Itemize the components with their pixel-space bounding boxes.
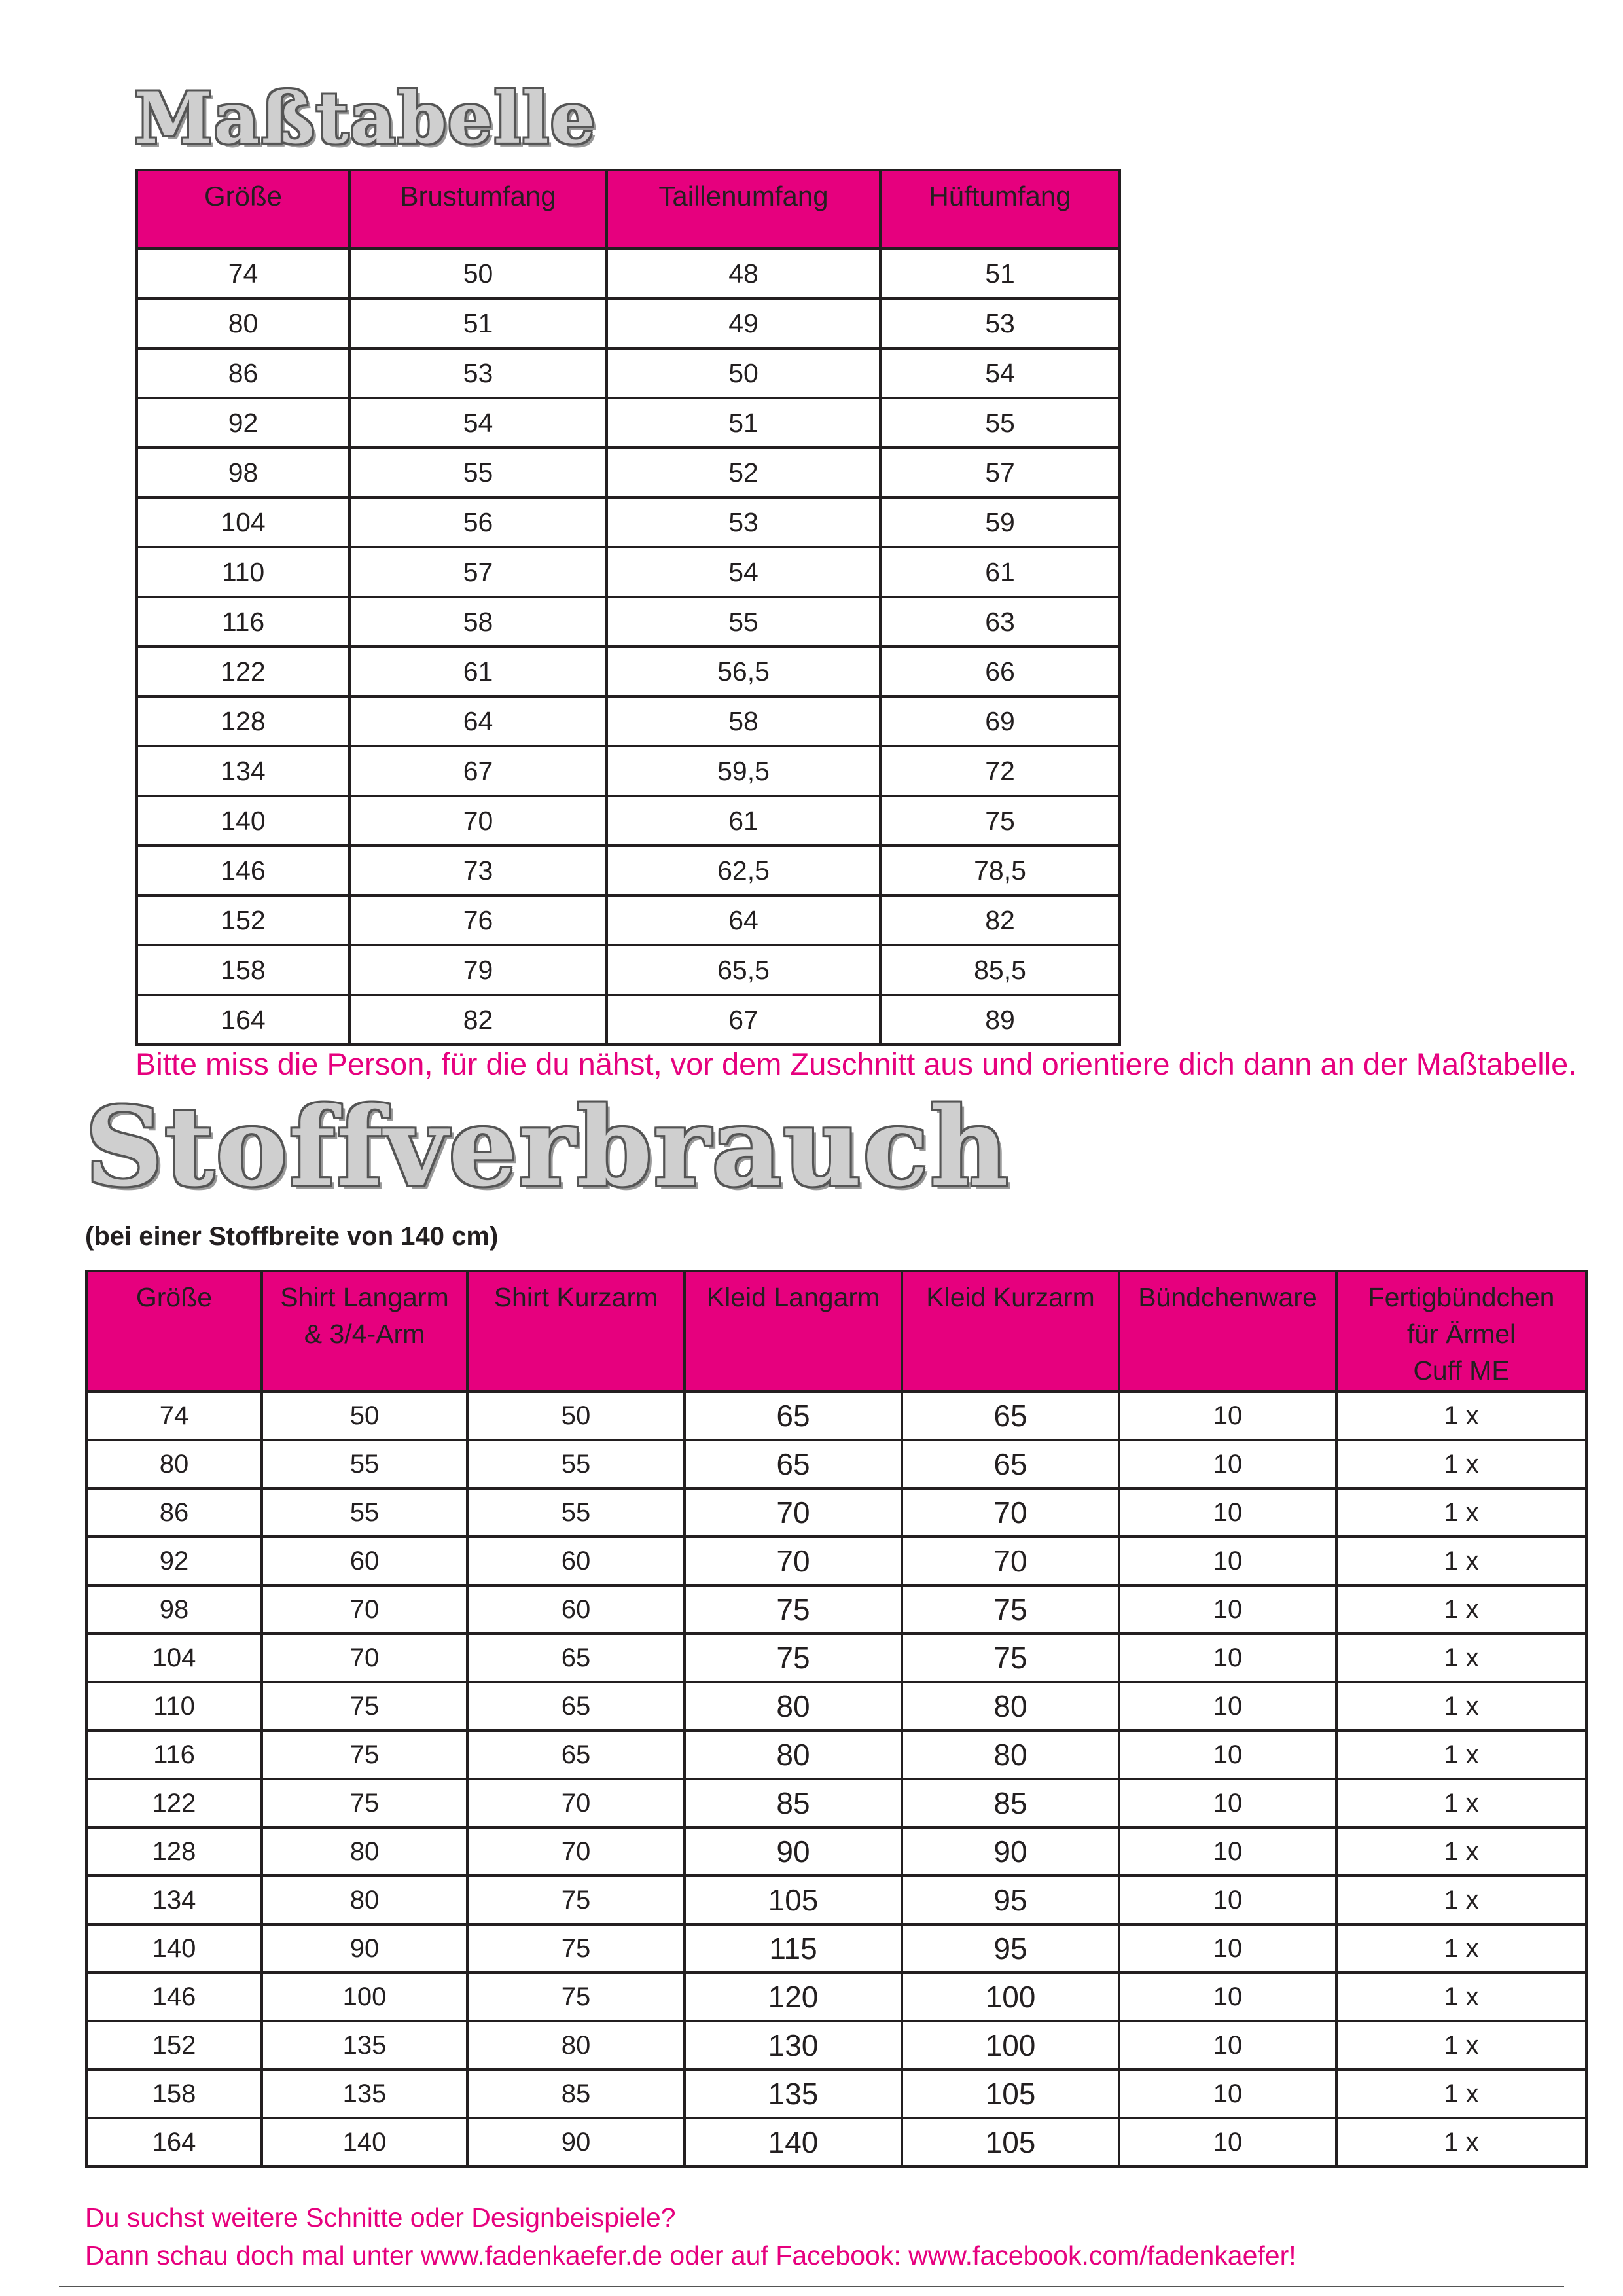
table-cell: 164 [86,2118,262,2166]
table-cell: 1 x [1336,2021,1586,2070]
table-cell: 1 x [1336,1876,1586,1924]
table-cell: 75 [467,1924,685,1973]
table-cell: 104 [137,497,349,547]
table-cell: 146 [137,846,349,895]
table-cell: 61 [349,647,607,696]
table-cell: 86 [137,348,349,398]
table-cell: 1 x [1336,1585,1586,1634]
table-cell: 70 [685,1488,902,1537]
table-cell: 70 [685,1537,902,1585]
table-cell: 50 [607,348,880,398]
footer-line-1: Du suchst weitere Schnitte oder Designbeispiele? [85,2202,676,2233]
table-cell: 85,5 [880,945,1120,995]
table-cell: 53 [880,298,1120,348]
table-cell: 70 [262,1585,467,1634]
table-cell: 50 [349,249,607,298]
table-cell: 78,5 [880,846,1120,895]
footer-line-2: Dann schau doch mal unter www.fadenkaefer.de oder auf Facebook: www.facebook.com/fadenkaefer! [85,2240,1296,2270]
table-cell: 70 [902,1488,1119,1537]
table-cell: 64 [607,895,880,945]
table-row [86,1634,1586,1682]
table-row [137,796,1120,846]
stoffverbrauch-title: Stoffverbrauch [85,1083,1010,1210]
table-cell: 158 [137,945,349,995]
table-cell: 10 [1119,1924,1336,1973]
table-cell: 75 [902,1634,1119,1682]
table-cell: 85 [902,1779,1119,1827]
table-cell: 58 [349,597,607,647]
table-cell: 61 [880,547,1120,597]
table-cell: 105 [902,2070,1119,2118]
table-row [86,1585,1586,1634]
table-cell: 105 [902,2118,1119,2166]
table-cell: 70 [467,1779,685,1827]
table-cell: 59,5 [607,746,880,796]
table-cell: 10 [1119,1682,1336,1731]
table-cell: 1 x [1336,1488,1586,1537]
table-cell: 75 [685,1634,902,1682]
table-row [86,1827,1586,1876]
table-cell: 95 [902,1924,1119,1973]
table-row [86,2070,1586,2118]
table-cell: 1 x [1336,2118,1586,2166]
table-cell: 80 [902,1731,1119,1779]
table-cell: 146 [86,1973,262,2021]
table-cell: 74 [86,1391,262,1440]
table-cell: 75 [685,1585,902,1634]
table-cell: 100 [262,1973,467,2021]
table-cell: 80 [902,1682,1119,1731]
table-cell: 140 [137,796,349,846]
table-cell: 10 [1119,1537,1336,1585]
table-row [137,348,1120,398]
table-cell: 85 [685,1779,902,1827]
table-cell: 54 [607,547,880,597]
table-cell: 95 [902,1876,1119,1924]
table-row [86,1973,1586,2021]
table-cell: 140 [685,2118,902,2166]
table-cell: 1 x [1336,1731,1586,1779]
column-header: Shirt Langarm & 3/4-Arm [262,1271,467,1391]
table-cell: 1 x [1336,1440,1586,1488]
table-cell: 65 [685,1391,902,1440]
table-cell: 110 [137,547,349,597]
table-cell: 64 [349,696,607,746]
table-cell: 1 x [1336,1537,1586,1585]
table-cell: 1 x [1336,1779,1586,1827]
table-cell: 73 [349,846,607,895]
table-cell: 10 [1119,2070,1336,2118]
table-cell: 60 [262,1537,467,1585]
stoffverbrauch-subtitle: (bei einer Stoffbreite von 140 cm) [85,1222,499,1251]
table-cell: 70 [467,1827,685,1876]
table-cell: 122 [137,647,349,696]
table-cell: 1 x [1336,1391,1586,1440]
table-row [86,1682,1586,1731]
table-cell: 1 x [1336,2070,1586,2118]
table-row [137,647,1120,696]
column-header: Größe [137,170,349,249]
masstabelle-title: Maßtabelle [134,77,597,160]
table-cell: 98 [86,1585,262,1634]
table-cell: 65 [902,1391,1119,1440]
table-cell: 10 [1119,1391,1336,1440]
table-cell: 120 [685,1973,902,2021]
table-cell: 53 [349,348,607,398]
table-cell: 50 [262,1391,467,1440]
table-cell: 10 [1119,1585,1336,1634]
table-cell: 50 [467,1391,685,1440]
column-header: Hüftumfang [880,170,1120,249]
table-row [137,547,1120,597]
column-header: Größe [86,1271,262,1391]
table-row [137,746,1120,796]
table-row [137,846,1120,895]
table-cell: 56,5 [607,647,880,696]
table-cell: 80 [262,1827,467,1876]
masstabelle-header-row [137,170,1120,249]
table-row [137,398,1120,448]
table-cell: 65 [467,1634,685,1682]
table-cell: 57 [349,547,607,597]
stoffverbrauch-header-row [86,1271,1586,1391]
table-cell: 100 [902,1973,1119,2021]
table-cell: 67 [349,746,607,796]
table-cell: 90 [685,1827,902,1876]
table-row [86,1876,1586,1924]
table-cell: 65 [685,1440,902,1488]
table-cell: 75 [467,1876,685,1924]
table-cell: 10 [1119,1779,1336,1827]
table-cell: 1 x [1336,1973,1586,2021]
table-cell: 51 [349,298,607,348]
column-header: Taillenumfang [607,170,880,249]
table-cell: 10 [1119,1827,1336,1876]
table-cell: 75 [262,1731,467,1779]
table-cell: 90 [902,1827,1119,1876]
table-cell: 80 [685,1682,902,1731]
column-header: Bündchenware [1119,1271,1336,1391]
stoffverbrauch-table [85,1270,1588,2168]
table-cell: 75 [467,1973,685,2021]
table-cell: 115 [685,1924,902,1973]
table-cell: 10 [1119,1634,1336,1682]
table-cell: 1 x [1336,1924,1586,1973]
table-cell: 75 [880,796,1120,846]
table-cell: 70 [349,796,607,846]
table-row [86,1924,1586,1973]
table-cell: 116 [86,1731,262,1779]
table-cell: 55 [607,597,880,647]
table-cell: 80 [86,1440,262,1488]
measure-hint: Bitte miss die Person, für die du nähst, vor dem Zuschnitt aus und orientiere dich dann an der Maßtabelle. [135,1047,1577,1081]
table-cell: 70 [902,1537,1119,1585]
table-cell: 51 [607,398,880,448]
table-cell: 158 [86,2070,262,2118]
table-row [86,2021,1586,2070]
table-cell: 53 [607,497,880,547]
table-cell: 55 [467,1488,685,1537]
table-cell: 86 [86,1488,262,1537]
table-cell: 80 [262,1876,467,1924]
table-cell: 135 [262,2021,467,2070]
table-cell: 105 [685,1876,902,1924]
table-row [137,448,1120,497]
table-cell: 10 [1119,1876,1336,1924]
table-cell: 60 [467,1537,685,1585]
table-cell: 10 [1119,2118,1336,2166]
table-cell: 10 [1119,1731,1336,1779]
table-cell: 80 [685,1731,902,1779]
table-row [86,1779,1586,1827]
table-cell: 72 [880,746,1120,796]
table-cell: 70 [262,1634,467,1682]
table-row [137,895,1120,945]
table-cell: 1 x [1336,1827,1586,1876]
table-cell: 82 [349,995,607,1045]
column-header: Brustumfang [349,170,607,249]
table-cell: 51 [880,249,1120,298]
table-cell: 89 [880,995,1120,1045]
column-header: Fertigbündchen für Ärmel Cuff ME [1336,1271,1586,1391]
column-header: Shirt Kurzarm [467,1271,685,1391]
table-row [137,945,1120,995]
table-row [137,249,1120,298]
table-cell: 152 [86,2021,262,2070]
table-cell: 98 [137,448,349,497]
table-cell: 63 [880,597,1120,647]
table-cell: 10 [1119,2021,1336,2070]
table-cell: 135 [685,2070,902,2118]
table-cell: 75 [262,1682,467,1731]
table-cell: 134 [137,746,349,796]
table-cell: 10 [1119,1440,1336,1488]
table-row [137,597,1120,647]
table-row [86,1537,1586,1585]
table-row [137,696,1120,746]
table-cell: 56 [349,497,607,547]
table-cell: 100 [902,2021,1119,2070]
table-row [86,2118,1586,2166]
column-header: Kleid Kurzarm [902,1271,1119,1391]
bottom-divider [59,2286,1564,2287]
table-row [137,995,1120,1045]
table-cell: 48 [607,249,880,298]
table-cell: 69 [880,696,1120,746]
table-cell: 116 [137,597,349,647]
table-cell: 10 [1119,1488,1336,1537]
table-cell: 65 [902,1440,1119,1488]
table-cell: 61 [607,796,880,846]
table-cell: 75 [902,1585,1119,1634]
table-row [86,1440,1586,1488]
table-cell: 67 [607,995,880,1045]
masstabelle-table [135,169,1121,1046]
table-cell: 52 [607,448,880,497]
table-cell: 110 [86,1682,262,1731]
table-cell: 54 [880,348,1120,398]
table-cell: 140 [86,1924,262,1973]
table-cell: 54 [349,398,607,448]
table-cell: 130 [685,2021,902,2070]
table-row [86,1488,1586,1537]
table-row [137,497,1120,547]
table-cell: 90 [262,1924,467,1973]
table-cell: 58 [607,696,880,746]
table-cell: 65 [467,1682,685,1731]
table-cell: 75 [262,1779,467,1827]
table-cell: 57 [880,448,1120,497]
table-cell: 65,5 [607,945,880,995]
table-cell: 122 [86,1779,262,1827]
table-cell: 62,5 [607,846,880,895]
table-cell: 79 [349,945,607,995]
table-cell: 134 [86,1876,262,1924]
table-row [86,1391,1586,1440]
table-cell: 55 [349,448,607,497]
table-cell: 76 [349,895,607,945]
table-cell: 59 [880,497,1120,547]
table-cell: 85 [467,2070,685,2118]
table-cell: 55 [262,1488,467,1537]
table-cell: 82 [880,895,1120,945]
table-cell: 1 x [1336,1682,1586,1731]
table-cell: 152 [137,895,349,945]
table-cell: 1 x [1336,1634,1586,1682]
table-row [86,1731,1586,1779]
column-header: Kleid Langarm [685,1271,902,1391]
table-cell: 55 [880,398,1120,448]
table-cell: 104 [86,1634,262,1682]
table-cell: 66 [880,647,1120,696]
table-cell: 60 [467,1585,685,1634]
table-cell: 164 [137,995,349,1045]
table-cell: 128 [86,1827,262,1876]
table-cell: 55 [262,1440,467,1488]
table-cell: 90 [467,2118,685,2166]
table-cell: 65 [467,1731,685,1779]
table-cell: 92 [137,398,349,448]
table-cell: 10 [1119,1973,1336,2021]
table-cell: 140 [262,2118,467,2166]
table-cell: 49 [607,298,880,348]
table-cell: 128 [137,696,349,746]
table-cell: 80 [137,298,349,348]
table-cell: 92 [86,1537,262,1585]
table-cell: 135 [262,2070,467,2118]
table-cell: 80 [467,2021,685,2070]
table-cell: 55 [467,1440,685,1488]
table-cell: 74 [137,249,349,298]
table-row [137,298,1120,348]
